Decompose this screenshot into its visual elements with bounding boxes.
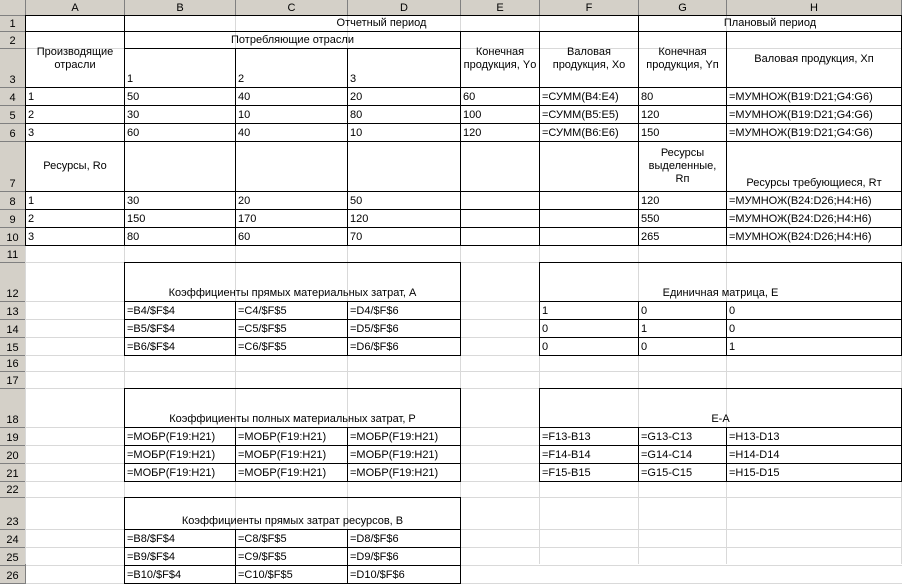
row-header-16[interactable]: 16 <box>0 356 26 372</box>
cell-B7[interactable] <box>124 141 236 192</box>
cell-B9[interactable]: 150 <box>124 209 236 228</box>
row-header-15[interactable]: 15 <box>0 338 26 356</box>
cell-H6[interactable]: =МУМНОЖ(B19:D21;G4:G6) <box>726 123 902 142</box>
cell-G19[interactable]: =G13-C13 <box>638 427 727 446</box>
resources-allocated-header[interactable]: Ресурсы выделенные, Rп <box>638 141 727 192</box>
coef-b-header[interactable]: Коэффициенты прямых затрат ресурсов, В <box>124 497 461 530</box>
cell-D8[interactable]: 50 <box>347 191 461 210</box>
cell-C24[interactable]: =C8/$F$5 <box>235 529 348 548</box>
cell-B14[interactable]: =B5/$F$4 <box>124 319 236 338</box>
row-header-21[interactable]: 21 <box>0 464 26 482</box>
cell-F4[interactable]: =СУММ(B4:E4) <box>539 87 639 106</box>
final-product-p-header[interactable]: Конечная продукция, Yп <box>638 31 727 88</box>
column-header-H[interactable]: H <box>727 0 902 16</box>
cell-H21[interactable]: =H15-D15 <box>726 463 902 482</box>
cell-F7[interactable] <box>539 141 639 192</box>
cell-F8[interactable] <box>539 191 639 210</box>
cell-B20[interactable]: =МОБР(F19:H21) <box>124 445 236 464</box>
cell-G21[interactable]: =G15-C15 <box>638 463 727 482</box>
cell-H20[interactable]: =H14-D14 <box>726 445 902 464</box>
row-header-18[interactable]: 18 <box>0 389 26 428</box>
consuming-sub-2[interactable]: 2 <box>235 48 348 88</box>
row-header-24[interactable]: 24 <box>0 530 26 548</box>
cell-D7[interactable] <box>347 141 461 192</box>
cell-D4[interactable]: 20 <box>347 87 461 106</box>
cell-F9[interactable] <box>539 209 639 228</box>
cell-B6[interactable]: 60 <box>124 123 236 142</box>
cell-F14[interactable]: 0 <box>539 319 639 338</box>
report-period-header[interactable]: Отчетный период <box>124 15 639 32</box>
row-header-14[interactable]: 14 <box>0 320 26 338</box>
row-header-17[interactable]: 17 <box>0 372 26 389</box>
cell-F5[interactable]: =СУММ(B5:E5) <box>539 105 639 124</box>
select-all-corner[interactable] <box>0 0 26 16</box>
cell-B21[interactable]: =МОБР(F19:H21) <box>124 463 236 482</box>
row-header-3[interactable]: 3 <box>0 49 26 88</box>
cell-B13[interactable]: =B4/$F$4 <box>124 301 236 320</box>
row-header-20[interactable]: 20 <box>0 446 26 464</box>
cell-H8[interactable]: =МУМНОЖ(B24:D26;H4:H6) <box>726 191 902 210</box>
cell-G8[interactable]: 120 <box>638 191 727 210</box>
cell-F21[interactable]: =F15-B15 <box>539 463 639 482</box>
row-header-4[interactable]: 4 <box>0 88 26 106</box>
cell-C9[interactable]: 170 <box>235 209 348 228</box>
cell-H19[interactable]: =H13-D13 <box>726 427 902 446</box>
cell-A5[interactable]: 2 <box>25 105 125 124</box>
cell-D19[interactable]: =МОБР(F19:H21) <box>347 427 461 446</box>
row-header-7[interactable]: 7 <box>0 142 26 192</box>
row-header-5[interactable]: 5 <box>0 106 26 124</box>
row-header-23[interactable]: 23 <box>0 498 26 530</box>
cell-D25[interactable]: =D9/$F$6 <box>347 547 461 566</box>
cell-H9[interactable]: =МУМНОЖ(B24:D26;H4:H6) <box>726 209 902 228</box>
cell-D24[interactable]: =D8/$F$6 <box>347 529 461 548</box>
cell-D10[interactable]: 70 <box>347 227 461 246</box>
cell-C14[interactable]: =C5/$F$5 <box>235 319 348 338</box>
resources-required-header[interactable]: Ресурсы требующиеся, Rт <box>726 141 902 192</box>
cell-C5[interactable]: 10 <box>235 105 348 124</box>
cell-C8[interactable]: 20 <box>235 191 348 210</box>
cell-D9[interactable]: 120 <box>347 209 461 228</box>
column-header-D[interactable]: D <box>348 0 461 16</box>
cell-C4[interactable]: 40 <box>235 87 348 106</box>
cell-D26[interactable]: =D10/$F$6 <box>347 565 461 584</box>
e-minus-a-header[interactable]: Е-А <box>539 388 902 428</box>
row-header-22[interactable]: 22 <box>0 482 26 498</box>
consuming-sub-3[interactable]: 3 <box>347 48 461 88</box>
cell-G4[interactable]: 80 <box>638 87 727 106</box>
row-header-11[interactable]: 11 <box>0 246 26 263</box>
column-header-E[interactable]: E <box>461 0 540 16</box>
gross-product-o-header[interactable]: Валовая продукция, Хо <box>539 31 639 88</box>
cell-C10[interactable]: 60 <box>235 227 348 246</box>
cell-G13[interactable]: 0 <box>638 301 727 320</box>
coef-a-header[interactable]: Коэффициенты прямых материальных затрат, А <box>124 262 461 302</box>
cell-G9[interactable]: 550 <box>638 209 727 228</box>
cell-F13[interactable]: 1 <box>539 301 639 320</box>
cell-A9[interactable]: 2 <box>25 209 125 228</box>
final-product-o-header[interactable]: Конечная продукция, Yо <box>460 31 540 88</box>
row-header-12[interactable]: 12 <box>0 263 26 302</box>
cell-A4[interactable]: 1 <box>25 87 125 106</box>
cell-B8[interactable]: 30 <box>124 191 236 210</box>
row-header-9[interactable]: 9 <box>0 210 26 228</box>
cell-E8[interactable] <box>460 191 540 210</box>
cell-G10[interactable]: 265 <box>638 227 727 246</box>
cell-B5[interactable]: 30 <box>124 105 236 124</box>
cell-C26[interactable]: =C10/$F$5 <box>235 565 348 584</box>
cell-C7[interactable] <box>235 141 348 192</box>
row-header-1[interactable]: 1 <box>0 16 26 32</box>
unit-matrix-header[interactable]: Единичная матрица, Е <box>539 262 902 302</box>
gross-product-p-header[interactable]: Валовая продукция, Хп <box>726 31 902 88</box>
cell-C20[interactable]: =МОБР(F19:H21) <box>235 445 348 464</box>
cell-B24[interactable]: =B8/$F$4 <box>124 529 236 548</box>
cell-G20[interactable]: =G14-C14 <box>638 445 727 464</box>
cell-H15[interactable]: 1 <box>726 337 902 356</box>
plan-period-header[interactable]: Плановый период <box>638 15 902 32</box>
row-header-8[interactable]: 8 <box>0 192 26 210</box>
cell-A10[interactable]: 3 <box>25 227 125 246</box>
column-header-A[interactable]: A <box>26 0 125 16</box>
consuming-industries-header[interactable]: Потребляющие отрасли <box>124 31 461 49</box>
cell-E10[interactable] <box>460 227 540 246</box>
cell-F19[interactable]: =F13-B13 <box>539 427 639 446</box>
cell-A6[interactable]: 3 <box>25 123 125 142</box>
cell-E6[interactable]: 120 <box>460 123 540 142</box>
column-header-F[interactable]: F <box>540 0 639 16</box>
cell-F15[interactable]: 0 <box>539 337 639 356</box>
resources-header[interactable]: Ресурсы, Ro <box>25 141 125 192</box>
cell-D15[interactable]: =D6/$F$6 <box>347 337 461 356</box>
row-header-25[interactable]: 25 <box>0 548 26 566</box>
cell-H13[interactable]: 0 <box>726 301 902 320</box>
cell-C21[interactable]: =МОБР(F19:H21) <box>235 463 348 482</box>
cell-G6[interactable]: 150 <box>638 123 727 142</box>
row-header-2[interactable]: 2 <box>0 32 26 49</box>
row-header-26[interactable]: 26 <box>0 566 26 584</box>
producing-industries-header[interactable]: Производящие отрасли <box>25 31 125 88</box>
row-header-13[interactable]: 13 <box>0 302 26 320</box>
cell-D20[interactable]: =МОБР(F19:H21) <box>347 445 461 464</box>
cell-C25[interactable]: =C9/$F$5 <box>235 547 348 566</box>
row-header-6[interactable]: 6 <box>0 124 26 142</box>
cell-F10[interactable] <box>539 227 639 246</box>
cell-D5[interactable]: 80 <box>347 105 461 124</box>
cell-E7[interactable] <box>460 141 540 192</box>
consuming-sub-1[interactable]: 1 <box>124 48 236 88</box>
cell-C15[interactable]: =C6/$F$5 <box>235 337 348 356</box>
cell-B25[interactable]: =B9/$F$4 <box>124 547 236 566</box>
cell-C19[interactable]: =МОБР(F19:H21) <box>235 427 348 446</box>
cell-F20[interactable]: =F14-B14 <box>539 445 639 464</box>
cell-D14[interactable]: =D5/$F$6 <box>347 319 461 338</box>
cell-A8[interactable]: 1 <box>25 191 125 210</box>
column-header-C[interactable]: C <box>236 0 348 16</box>
cell-H5[interactable]: =МУМНОЖ(B19:D21;G4:G6) <box>726 105 902 124</box>
cell-C6[interactable]: 40 <box>235 123 348 142</box>
coef-p-header[interactable]: Коэффициенты полных материальных затрат, Р <box>124 388 461 428</box>
cell-D13[interactable]: =D4/$F$6 <box>347 301 461 320</box>
cell-G5[interactable]: 120 <box>638 105 727 124</box>
cell-B15[interactable]: =B6/$F$4 <box>124 337 236 356</box>
cell-D21[interactable]: =МОБР(F19:H21) <box>347 463 461 482</box>
cell-D6[interactable]: 10 <box>347 123 461 142</box>
row-header-19[interactable]: 19 <box>0 428 26 446</box>
cell-E9[interactable] <box>460 209 540 228</box>
column-header-B[interactable]: B <box>125 0 236 16</box>
row-header-10[interactable]: 10 <box>0 228 26 246</box>
cell-E4[interactable]: 60 <box>460 87 540 106</box>
cell-C13[interactable]: =C4/$F$5 <box>235 301 348 320</box>
cell-H10[interactable]: =МУМНОЖ(B24:D26;H4:H6) <box>726 227 902 246</box>
cell-F6[interactable]: =СУММ(B6:E6) <box>539 123 639 142</box>
column-header-G[interactable]: G <box>639 0 727 16</box>
cell-A1[interactable] <box>25 15 125 32</box>
cell-H14[interactable]: 0 <box>726 319 902 338</box>
cell-G14[interactable]: 1 <box>638 319 727 338</box>
cell-B26[interactable]: =B10/$F$4 <box>124 565 236 584</box>
cell-B4[interactable]: 50 <box>124 87 236 106</box>
cell-B19[interactable]: =МОБР(F19:H21) <box>124 427 236 446</box>
cell-B10[interactable]: 80 <box>124 227 236 246</box>
cell-G15[interactable]: 0 <box>638 337 727 356</box>
cell-E5[interactable]: 100 <box>460 105 540 124</box>
cell-H4[interactable]: =МУМНОЖ(B19:D21;G4:G6) <box>726 87 902 106</box>
